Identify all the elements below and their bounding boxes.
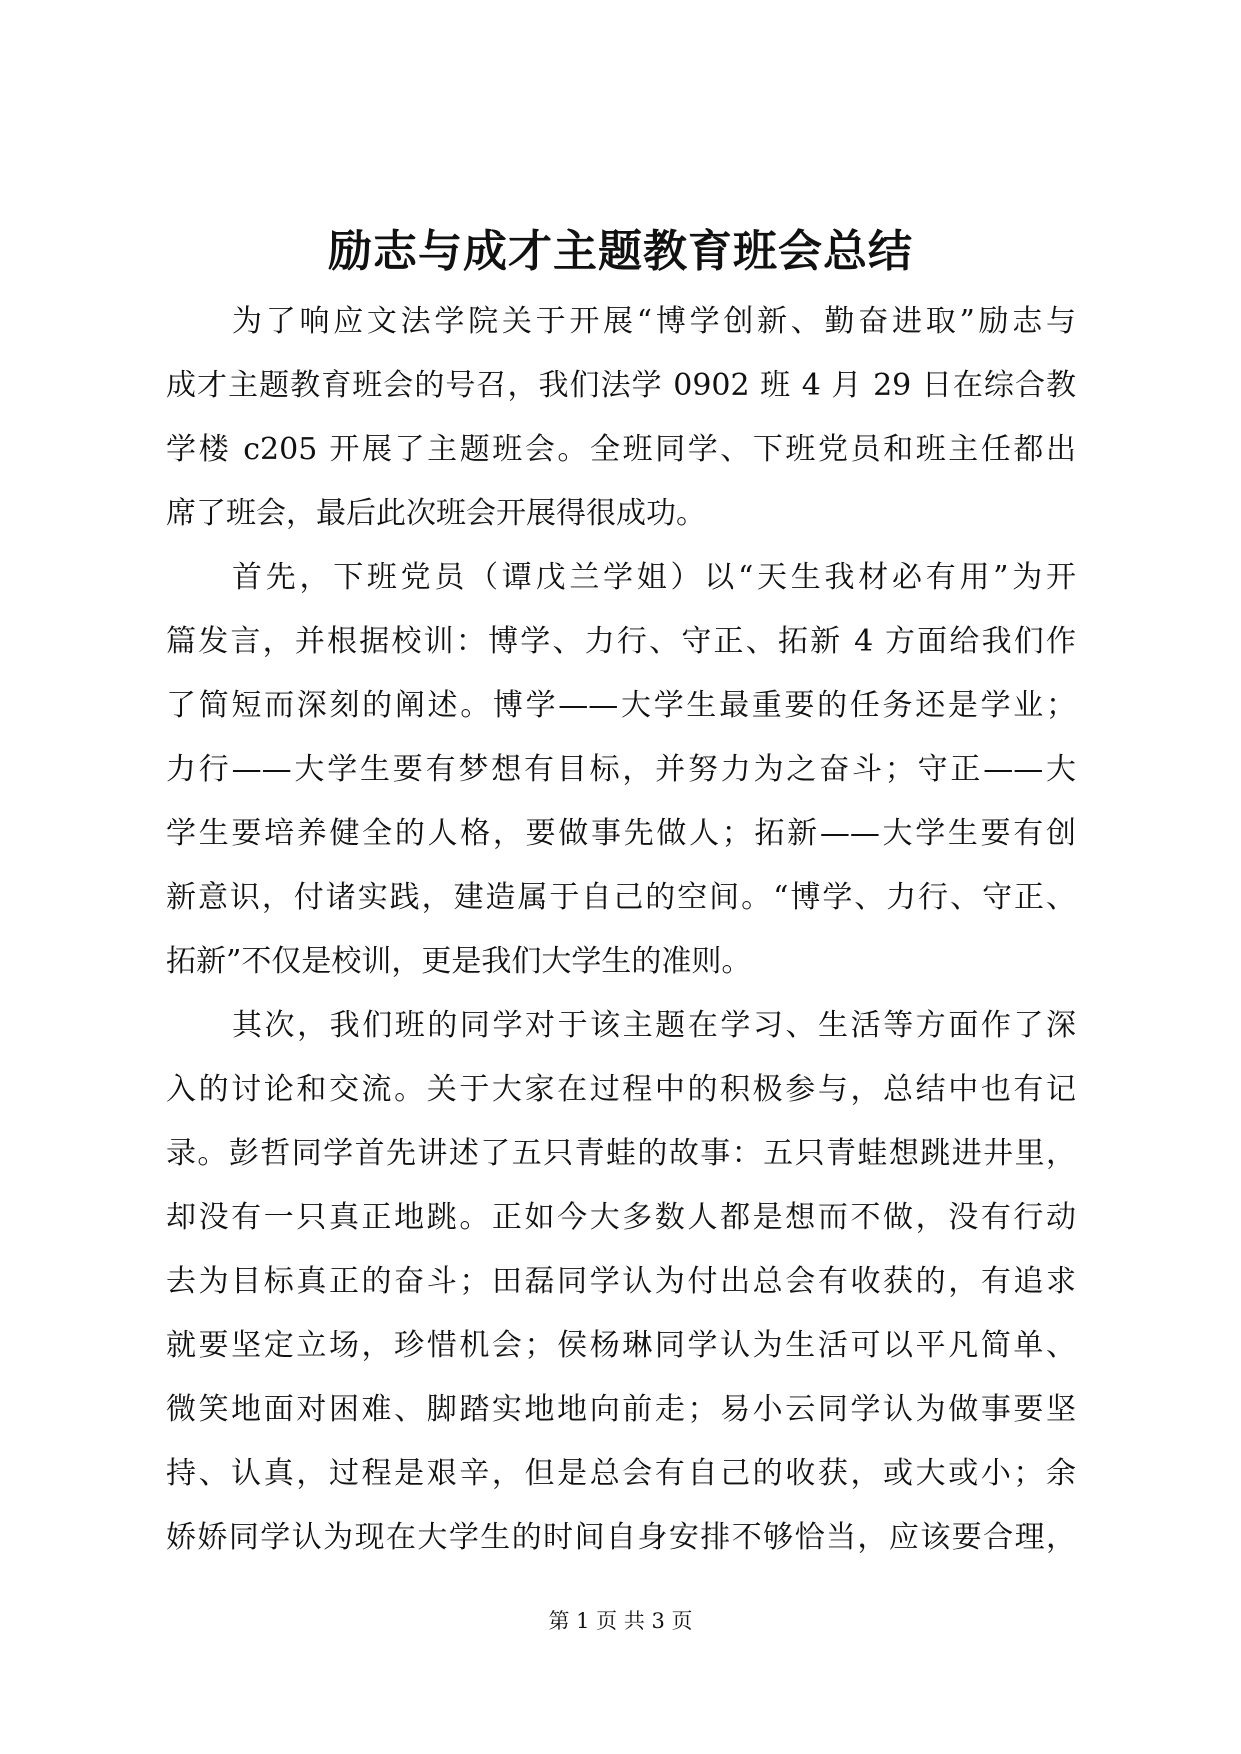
paragraph-2-line-2: 篇发言，并根据校训：博学、力行、守正、拓新 4 方面给我们作 [166,624,1076,659]
paragraph-2-line-5: 学生要培养健全的人格，要做事先做人；拓新——大学生要有创 [166,816,1076,851]
paragraph-2-line-3: 了简短而深刻的阐述。博学——大学生最重要的任务还是学业； [166,688,1076,723]
page-footer: 第 1 页 共 3 页 [548,1609,693,1633]
paragraph-3-line-6: 就要坚定立场，珍惜机会；侯杨琳同学认为生活可以平凡简单、 [166,1328,1076,1363]
document-title: 励志与成才主题教育班会总结 [328,226,913,277]
document-body [166,290,1076,1570]
paragraph-3-line-5: 去为目标真正的奋斗；田磊同学认为付出总会有收获的，有追求 [166,1264,1076,1299]
paragraph-1-line-3: 学楼 c205 开展了主题班会。全班同学、下班党员和班主任都出 [166,432,1076,467]
paragraph-2-line-6: 新意识，付诸实践，建造属于自己的空间。“博学、力行、守正、 [166,880,1076,915]
paragraph-3-line-1: 其次，我们班的同学对于该主题在学习、生活等方面作了深 [232,1008,1076,1043]
paragraph-1-line-4: 席了班会，最后此次班会开展得很成功。 [166,496,706,531]
paragraph-1-line-1: 为了响应文法学院关于开展“博学创新、勤奋进取”励志与 [232,304,1076,339]
paragraph-1-line-2: 成才主题教育班会的号召，我们法学 0902 班 4 月 29 日在综合教 [166,368,1076,403]
paragraph-2-line-1: 首先，下班党员（谭戊兰学姐）以“天生我材必有用”为开 [232,560,1076,595]
paragraph-3-line-2: 入的讨论和交流。关于大家在过程中的积极参与，总结中也有记 [166,1072,1076,1107]
paragraph-2-line-4: 力行——大学生要有梦想有目标，并努力为之奋斗；守正——大 [166,752,1076,787]
paragraph-2-line-7: 拓新”不仅是校训，更是我们大学生的准则。 [166,944,752,979]
paragraph-3-line-3: 录。彭哲同学首先讲述了五只青蛙的故事：五只青蛙想跳进井里， [166,1136,1076,1171]
paragraph-3-line-4: 却没有一只真正地跳。正如今大多数人都是想而不做，没有行动 [166,1200,1076,1235]
paragraph-3-line-7: 微笑地面对困难、脚踏实地地向前走；易小云同学认为做事要坚 [166,1392,1076,1427]
paragraph-3-line-9: 娇娇同学认为现在大学生的时间自身安排不够恰当，应该要合理， [166,1520,1076,1555]
paragraph-3-line-8: 持、认真，过程是艰辛，但是总会有自己的收获，或大或小；余 [166,1456,1076,1491]
